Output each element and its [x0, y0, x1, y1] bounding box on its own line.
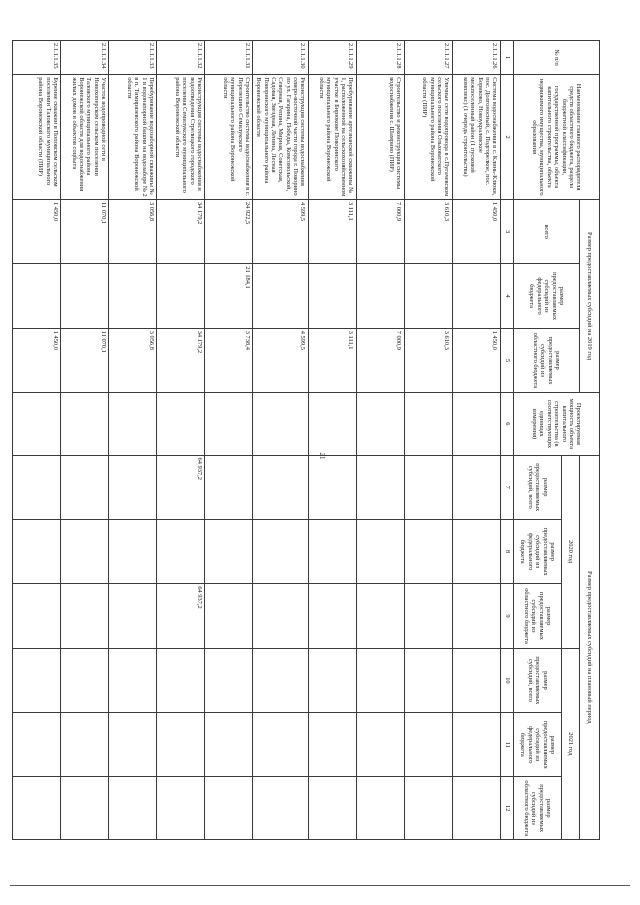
subsidy-total-2020	[405, 455, 453, 519]
subsidy-obl-2020	[405, 584, 453, 648]
header-name: Наименование главного распорядителя средств областного бюджета, раздела бюджетной классификации, государственной программы, объекта капитального строительства, объекта недвижимого имущества, муниципального образования	[514, 75, 600, 200]
header-2021: 2021 год	[562, 648, 580, 839]
subsidy-total-2019: 3 111,1	[309, 199, 357, 263]
capacity	[253, 393, 309, 455]
object-name: Строительство и реконструкция системы водоснабжения с. Шамрино (ПИР)	[357, 75, 405, 200]
subsidy-fed-2019	[405, 264, 453, 328]
subsidy-fed-2019	[309, 264, 357, 328]
subsidy-obl-2019: 1 450,0	[453, 328, 501, 392]
subsidy-fed-2020	[405, 519, 453, 583]
table-row	[309, 41, 357, 840]
subsidy-fed-2021	[109, 713, 157, 777]
column-number: 2	[501, 75, 514, 200]
table-row	[453, 41, 501, 840]
subsidy-table	[12, 40, 600, 840]
capacity	[309, 393, 357, 455]
object-name: Система водоснабжения в с. Клинь-Клюки, пос. Долгоносный, с. Подгорелкое, пос. Бориково, Новоукралевское межпоселенный район (1 пусковой комплекс) (1 очередь строительства)	[453, 75, 501, 200]
column-number: 12	[501, 777, 514, 840]
header-no: № п/п	[514, 41, 600, 75]
subsidy-total-2019: 11 070,1	[61, 199, 109, 263]
subsidy-fed-2020	[13, 519, 61, 583]
capacity	[13, 393, 61, 455]
table-row	[357, 41, 405, 840]
column-number: 6	[501, 393, 514, 455]
subsidy-obl-2019: 1 450,0	[13, 328, 61, 392]
capacity	[109, 393, 157, 455]
subsidy-total-2021	[253, 648, 309, 712]
subsidy-obl-2019: 4 599,5	[253, 328, 309, 392]
subsidy-obl-2021	[157, 777, 205, 840]
subsidy-total-2019: 1 450,0	[13, 199, 61, 263]
column-number: 11	[501, 713, 514, 777]
row-number: 2.1.1.1.32	[157, 41, 205, 75]
column-number: 7	[501, 455, 514, 519]
subsidy-fed-2019: 21 184,1	[205, 264, 253, 328]
subsidy-total-2020	[357, 455, 405, 519]
subsidy-fed-2019	[13, 264, 61, 328]
subsidy-fed-2019	[453, 264, 501, 328]
column-number: 3	[501, 199, 514, 263]
subsidy-total-2021	[13, 648, 61, 712]
subsidy-fed-2021	[157, 713, 205, 777]
capacity	[157, 393, 205, 455]
page-bottom-rule	[10, 885, 630, 886]
subsidy-total-2020	[253, 455, 309, 519]
subsidy-obl-2021	[309, 777, 357, 840]
subsidy-total-2019: 24 922,5	[205, 199, 253, 263]
header-row-1	[580, 41, 600, 840]
subsidy-total-2021	[309, 648, 357, 712]
column-number: 1	[501, 41, 514, 75]
subsidy-total-2021	[453, 648, 501, 712]
header-obl: размер предоставляемых субсидий из областного бюджета	[514, 328, 580, 392]
subsidy-fed-2021	[453, 713, 501, 777]
subsidy-total-2020	[109, 455, 157, 519]
subsidy-obl-2021	[205, 777, 253, 840]
subsidy-total-2020	[205, 455, 253, 519]
capacity	[357, 393, 405, 455]
table-row	[205, 41, 253, 840]
subsidy-obl-2019: 3 111,1	[309, 328, 357, 392]
subsidy-obl-2021	[109, 777, 157, 840]
header-2020-obl: размер предоставляемых субсидий из областного бюджета	[514, 584, 562, 648]
header-plan: Размер предоставляемых субсидий на плановый период	[580, 455, 600, 839]
subsidy-fed-2021	[205, 713, 253, 777]
subsidy-fed-2020	[109, 519, 157, 583]
subsidy-obl-2020	[205, 584, 253, 648]
column-number: 8	[501, 519, 514, 583]
page-number: 21	[318, 452, 326, 460]
subsidy-fed-2021	[309, 713, 357, 777]
header-2020: 2020 год	[562, 455, 580, 648]
subsidy-obl-2021	[453, 777, 501, 840]
object-name: Реконструкция системы водоснабжения северо-восточной части города г. Поворино по ул. Гагарина, Победы, Комсомольской, Северная, Репина, Мирная, Советская, Садовая, Звездная, Ленина, Лесная Поворинского муниципального района Воронежской области	[253, 75, 309, 200]
subsidy-obl-2019: 11 070,1	[61, 328, 109, 392]
subsidy-obl-2021	[405, 777, 453, 840]
subsidy-total-2020	[61, 455, 109, 519]
rotated-page	[37, 40, 600, 840]
table-body	[13, 41, 600, 840]
row-number: 2.1.1.1.31	[205, 41, 253, 75]
row-number: 2.1.1.1.27	[405, 41, 453, 75]
object-name: Строительство системы водоснабжения в с. Перелешино Семилукского муниципального района Воронежской области	[205, 75, 253, 200]
table-row	[157, 41, 205, 840]
subsidy-obl-2019: 3 056,8	[109, 328, 157, 392]
subsidy-fed-2019	[357, 264, 405, 328]
object-name: Участок водопроводной сети в Новохоперском сельском поселении Таловского муниципального района Воронежской области для водоснабжения жилых домов и объектов соцбыта	[61, 75, 109, 200]
header-2021-total: размер предоставляемых субсидий, всего	[514, 648, 562, 712]
subsidy-obl-2019: 34 179,2	[157, 328, 205, 392]
table-row	[405, 41, 453, 840]
object-name: Перебуривание водозаборной скважины № 1 в водонапорной башни на водозаборе № 2 в п. Тимирязевского района Воронежской области	[109, 75, 157, 200]
header-2020-total: размер предоставляемых субсидий, всего	[514, 455, 562, 519]
subsidy-fed-2019	[61, 264, 109, 328]
row-number: 2.1.1.1.34	[61, 41, 109, 75]
table-row	[61, 41, 109, 840]
row-number: 2.1.1.1.28	[357, 41, 405, 75]
subsidy-fed-2021	[13, 713, 61, 777]
object-name: Перебуривание артезианской скважины № 1, расположенной на сельскохозяйственном участке в Бирюкове Поворинского муниципального района Воронежской области	[309, 75, 357, 200]
row-number: 2.1.1.1.29	[309, 41, 357, 75]
subsidy-fed-2021	[357, 713, 405, 777]
subsidy-total-2021	[109, 648, 157, 712]
row-number: 2.1.1.1.35	[13, 41, 61, 75]
subsidy-obl-2019: 3 610,3	[405, 328, 453, 392]
subsidy-obl-2019: 3 738,4	[205, 328, 253, 392]
header-capacity: Проектируемая мощность объекта капитального строительства (в соответствующих единицах измерения)	[514, 393, 600, 455]
header-fed: размер предоставляемых субсидий из федерального бюджета	[514, 264, 580, 328]
subsidy-fed-2019	[253, 264, 309, 328]
table-row	[253, 41, 309, 840]
subsidy-total-2020: 64 937,2	[157, 455, 205, 519]
subsidy-total-2021	[61, 648, 109, 712]
header-total: всего	[514, 199, 580, 263]
column-number: 4	[501, 264, 514, 328]
subsidy-total-2019: 4 599,5	[253, 199, 309, 263]
subsidy-obl-2019: 7 000,9	[357, 328, 405, 392]
header-2019: Размер предоставляемых субсидий на 2019 год	[580, 199, 600, 392]
capacity	[405, 393, 453, 455]
subsidy-fed-2020	[61, 519, 109, 583]
subsidy-fed-2020	[309, 519, 357, 583]
header-2021-obl: размер предоставляемых субсидий из областного бюджета	[514, 777, 562, 840]
subsidy-total-2019: 7 000,9	[357, 199, 405, 263]
header-2021-fed: размер предоставляемых субсидий из федерального бюджета	[514, 713, 562, 777]
capacity	[453, 393, 501, 455]
row-number: 2.1.1.1.30	[253, 41, 309, 75]
table-row	[13, 41, 61, 840]
subsidy-obl-2021	[13, 777, 61, 840]
subsidy-fed-2021	[253, 713, 309, 777]
object-name: Бурение скважин в Поповском сельском поселении Таловского муниципального района Воронежской области (ПИР)	[13, 75, 61, 200]
capacity	[205, 393, 253, 455]
subsidy-fed-2020	[157, 519, 205, 583]
subsidy-fed-2020	[253, 519, 309, 583]
table-row	[109, 41, 157, 840]
column-number-row	[501, 41, 514, 840]
subsidy-obl-2020	[13, 584, 61, 648]
subsidy-fed-2021	[61, 713, 109, 777]
object-name: Уличные сети водопровода в с.Пугачевском сельского поселения Ольховатского муниципального района Воронежской области (ПИР)	[405, 75, 453, 200]
subsidy-fed-2021	[405, 713, 453, 777]
subsidy-obl-2021	[357, 777, 405, 840]
subsidy-total-2021	[157, 648, 205, 712]
subsidy-obl-2020	[109, 584, 157, 648]
subsidy-total-2019: 1 450,0	[453, 199, 501, 263]
subsidy-obl-2021	[253, 777, 309, 840]
subsidy-obl-2020	[309, 584, 357, 648]
capacity	[61, 393, 109, 455]
subsidy-total-2020	[309, 455, 357, 519]
row-number: 2.1.1.1.33	[109, 41, 157, 75]
subsidy-total-2020	[13, 455, 61, 519]
subsidy-fed-2020	[357, 519, 405, 583]
subsidy-obl-2020	[357, 584, 405, 648]
subsidy-total-2021	[357, 648, 405, 712]
subsidy-obl-2021	[61, 777, 109, 840]
subsidy-obl-2020	[61, 584, 109, 648]
subsidy-fed-2020	[453, 519, 501, 583]
subsidy-total-2019: 3 056,8	[109, 199, 157, 263]
subsidy-total-2019: 3 610,3	[405, 199, 453, 263]
column-number: 10	[501, 648, 514, 712]
subsidy-fed-2019	[109, 264, 157, 328]
subsidy-obl-2020	[453, 584, 501, 648]
subsidy-total-2021	[205, 648, 253, 712]
subsidy-total-2021	[405, 648, 453, 712]
subsidy-obl-2020	[253, 584, 309, 648]
subsidy-fed-2019	[157, 264, 205, 328]
subsidy-obl-2020: 64 937,2	[157, 584, 205, 648]
column-number: 5	[501, 328, 514, 392]
header-2020-fed: размер предоставляемых субсидий из федерального бюджета	[514, 519, 562, 583]
column-number: 9	[501, 584, 514, 648]
subsidy-total-2020	[453, 455, 501, 519]
subsidy-fed-2020	[205, 519, 253, 583]
subsidy-total-2019: 34 179,2	[157, 199, 205, 263]
object-name: Реконструкция системы водоснабжения и водоотведения Стрелицкого городского поселения Семилукского муниципального района Воронежской области	[157, 75, 205, 200]
row-number: 2.1.1.1.26	[453, 41, 501, 75]
